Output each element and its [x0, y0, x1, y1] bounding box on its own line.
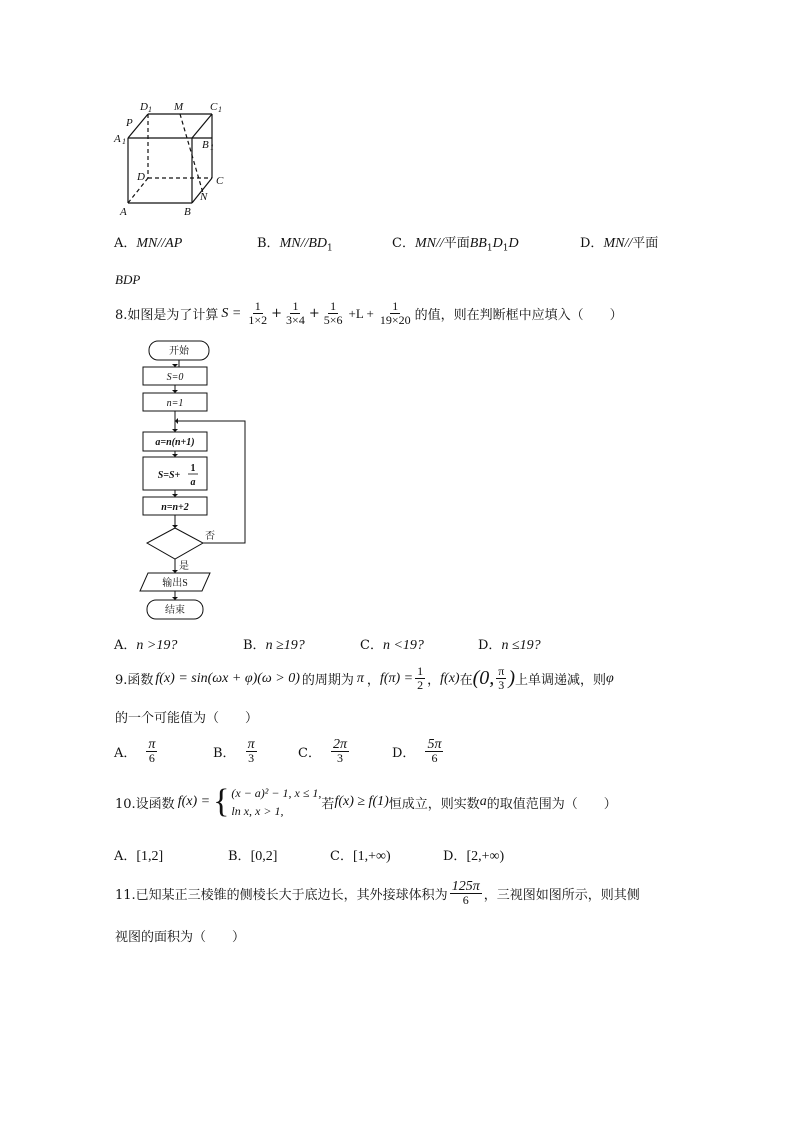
q8-option-a: A．n >19? [114, 638, 178, 653]
label-n: N [200, 191, 208, 203]
q10-option-c: C．[1,+∞) [330, 849, 391, 864]
q10-option-b: B．[0,2] [228, 849, 278, 864]
q7-option-d: D．MN//平面 [580, 236, 659, 251]
flow-s0: S=0 [166, 372, 184, 383]
label-b: B [184, 206, 191, 218]
svg-text:1: 1 [148, 105, 152, 114]
q10-stem: 10.设函数 f(x) = { (x − a)² − 1, x ≤ 1, ln x, x > 1, 若 f(x) ≥ f(1) 恒成立，则实数 a 的取值范围为（ ） [115, 783, 617, 820]
svg-text:a: a [190, 477, 196, 488]
q7-option-a: A．MN//AP [114, 236, 183, 251]
flowchart [135, 338, 265, 624]
svg-text:1: 1 [210, 143, 214, 152]
q9-stem: 9.函数 f(x) = sin(ωx + φ)(ω > 0) 的周期为 π ， f(π) = $\frac{1}{2}$ ， f(x) 在 (0, $\frac{\pi}{3}$ ) 上单调递减，则 φ [115, 664, 614, 692]
q7-option-b: B．$MN//BD_1$ [257, 236, 333, 254]
label-b1: B [202, 139, 209, 151]
flow-yes: 是 [179, 561, 189, 572]
q9-option-b: B． $\frac{\pi}{3}$ [213, 737, 255, 765]
q9-option-d: D． $\frac{5\pi}{6}$ [392, 737, 442, 765]
svg-text:1: 1 [122, 137, 126, 146]
q8-stem: 8.如图是为了计算 S = $\frac{1}{1\times 2}$ + $\frac{1}{3\times 4}$ + $\frac{1}{5\times 6}$ +L + $\frac{1}{19\times 20}$ 的值，则在判断框中应填入（ ） [115, 299, 623, 327]
flow-start: 开始 [169, 346, 189, 357]
flow-n2: n=n+2 [161, 502, 189, 513]
q8-option-c: C．n <19? [360, 638, 424, 653]
label-d1: D [140, 101, 148, 113]
q11-stem-line2: 视图的面积为（ ） [115, 930, 246, 945]
q7-option-d-continuation: BDP [115, 272, 141, 287]
flow-a: a=n(n+1) [155, 437, 195, 448]
label-p: P [126, 117, 133, 129]
flow-no: 否 [205, 531, 215, 542]
label-a: A [120, 206, 127, 218]
q10-case2: ln x, x > 1, [231, 804, 284, 818]
label-m: M [174, 101, 184, 113]
q10-option-d: D．[2,+∞) [443, 849, 505, 864]
flow-n1: n=1 [166, 398, 184, 409]
q9-option-a: A． $\frac{\pi}{6}$ [114, 737, 156, 765]
q11-stem: 11.已知某正三棱锥的侧棱长大于底边长，其外接球体积为 $\frac{125\pi}{6}$ ，三视图如图所示，则其侧 [115, 879, 640, 907]
flow-s-update: S=S+ [157, 470, 181, 481]
q10-option-a: A．[1,2] [114, 849, 164, 864]
label-a1: A [114, 133, 121, 145]
label-d: D [137, 171, 145, 183]
label-c1: C [210, 101, 218, 113]
svg-text:1: 1 [218, 105, 222, 114]
flow-end: 结束 [165, 605, 185, 616]
q8-option-d: D．n ≤19? [478, 638, 541, 653]
cube-figure [110, 98, 230, 223]
svg-text:1: 1 [190, 463, 196, 474]
label-c: C [216, 175, 224, 187]
q8-option-b: B．n ≥19? [243, 638, 305, 653]
q10-case1: (x − a)² − 1, x ≤ 1, [231, 786, 322, 800]
q7-option-c: C．MN//平面$BB_1D_1D$ [392, 236, 519, 254]
q9-stem-line2: 的一个可能值为（ ） [115, 711, 259, 726]
flow-output: 输出S [162, 578, 188, 589]
q9-option-c: C． $\frac{2\pi}{3}$ [298, 737, 347, 765]
